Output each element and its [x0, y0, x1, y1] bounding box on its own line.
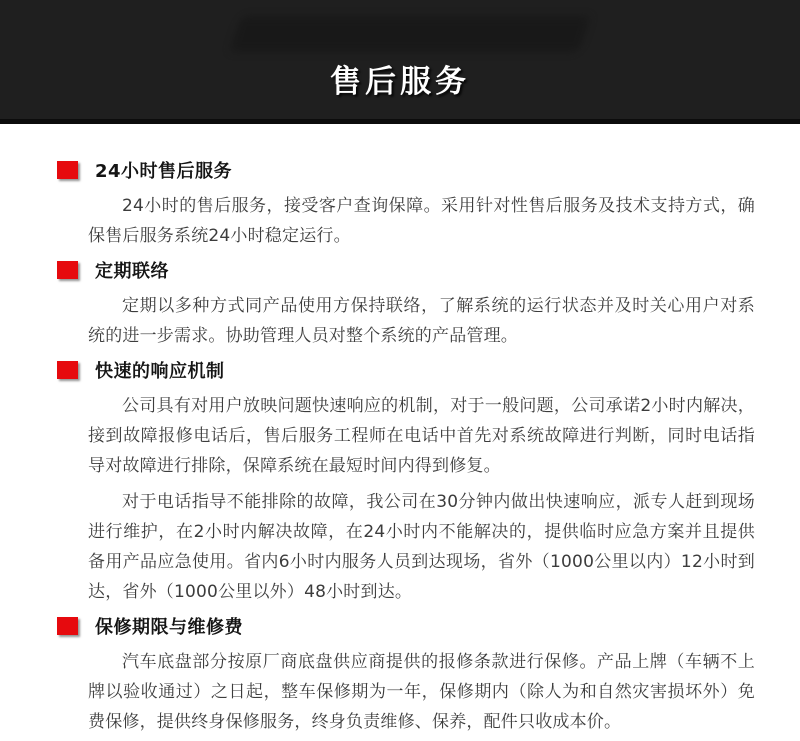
red-square-bullet-icon: [57, 617, 78, 635]
section-heading-row: [57, 613, 755, 639]
section-quick-response: [57, 357, 755, 607]
section-heading: 保修期限与维修费: [95, 617, 243, 638]
section-heading: 24小时售后服务: [95, 161, 233, 182]
paragraph: 公司具有对用户放映问题快速响应的机制，对于一般问题，公司承诺2小时内解决，接到故障报修电话后，售后服务工程师在电话中首先对系统故障进行判断，同时电话指导对故障进行排除，保障系统在最短时间内得到修复。: [88, 396, 755, 476]
header-banner: [0, 0, 800, 124]
paragraph: 24小时的售后服务，接受客户查询保障。采用针对性售后服务及技术支持方式，确保售后服务系统24小时稳定运行。: [88, 196, 755, 246]
watermark: [229, 16, 591, 52]
page-title: 售后服务: [330, 64, 470, 100]
content-area: [0, 124, 800, 737]
section-heading-row: [57, 257, 755, 283]
red-square-bullet-icon: [57, 361, 78, 379]
section-24h-service: [57, 157, 755, 251]
section-heading: 快速的响应机制: [95, 361, 225, 382]
paragraph: 对于电话指导不能排除的故障，我公司在30分钟内做出快速响应，派专人赶到现场进行维护，在2小时内解决故障，在24小时内不能解决的，提供临时应急方案并且提供备用产品应急使用。省内6小时内服务人员到达现场，省外（1000公里以内）12小时到达，省外（1000公里以外）48小时到达。: [88, 492, 755, 602]
red-square-bullet-icon: [57, 161, 78, 179]
section-heading: 定期联络: [95, 261, 169, 282]
paragraph: 汽车底盘部分按原厂商底盘供应商提供的报修条款进行保修。产品上牌（车辆不上牌以验收通过）之日起，整车保修期为一年，保修期内（除人为和自然灾害损坏外）免费保修，提供终身保修服务，终身负责维修、保养，配件只收成本价。: [88, 652, 755, 732]
paragraph: 定期以多种方式同产品使用方保持联络，了解系统的运行状态并及时关心用户对系统的进一步需求。协助管理人员对整个系统的产品管理。: [88, 296, 755, 346]
section-heading-row: [57, 357, 755, 383]
red-square-bullet-icon: [57, 261, 78, 279]
section-heading-row: [57, 157, 755, 183]
section-warranty: [57, 613, 755, 737]
section-regular-contact: [57, 257, 755, 351]
